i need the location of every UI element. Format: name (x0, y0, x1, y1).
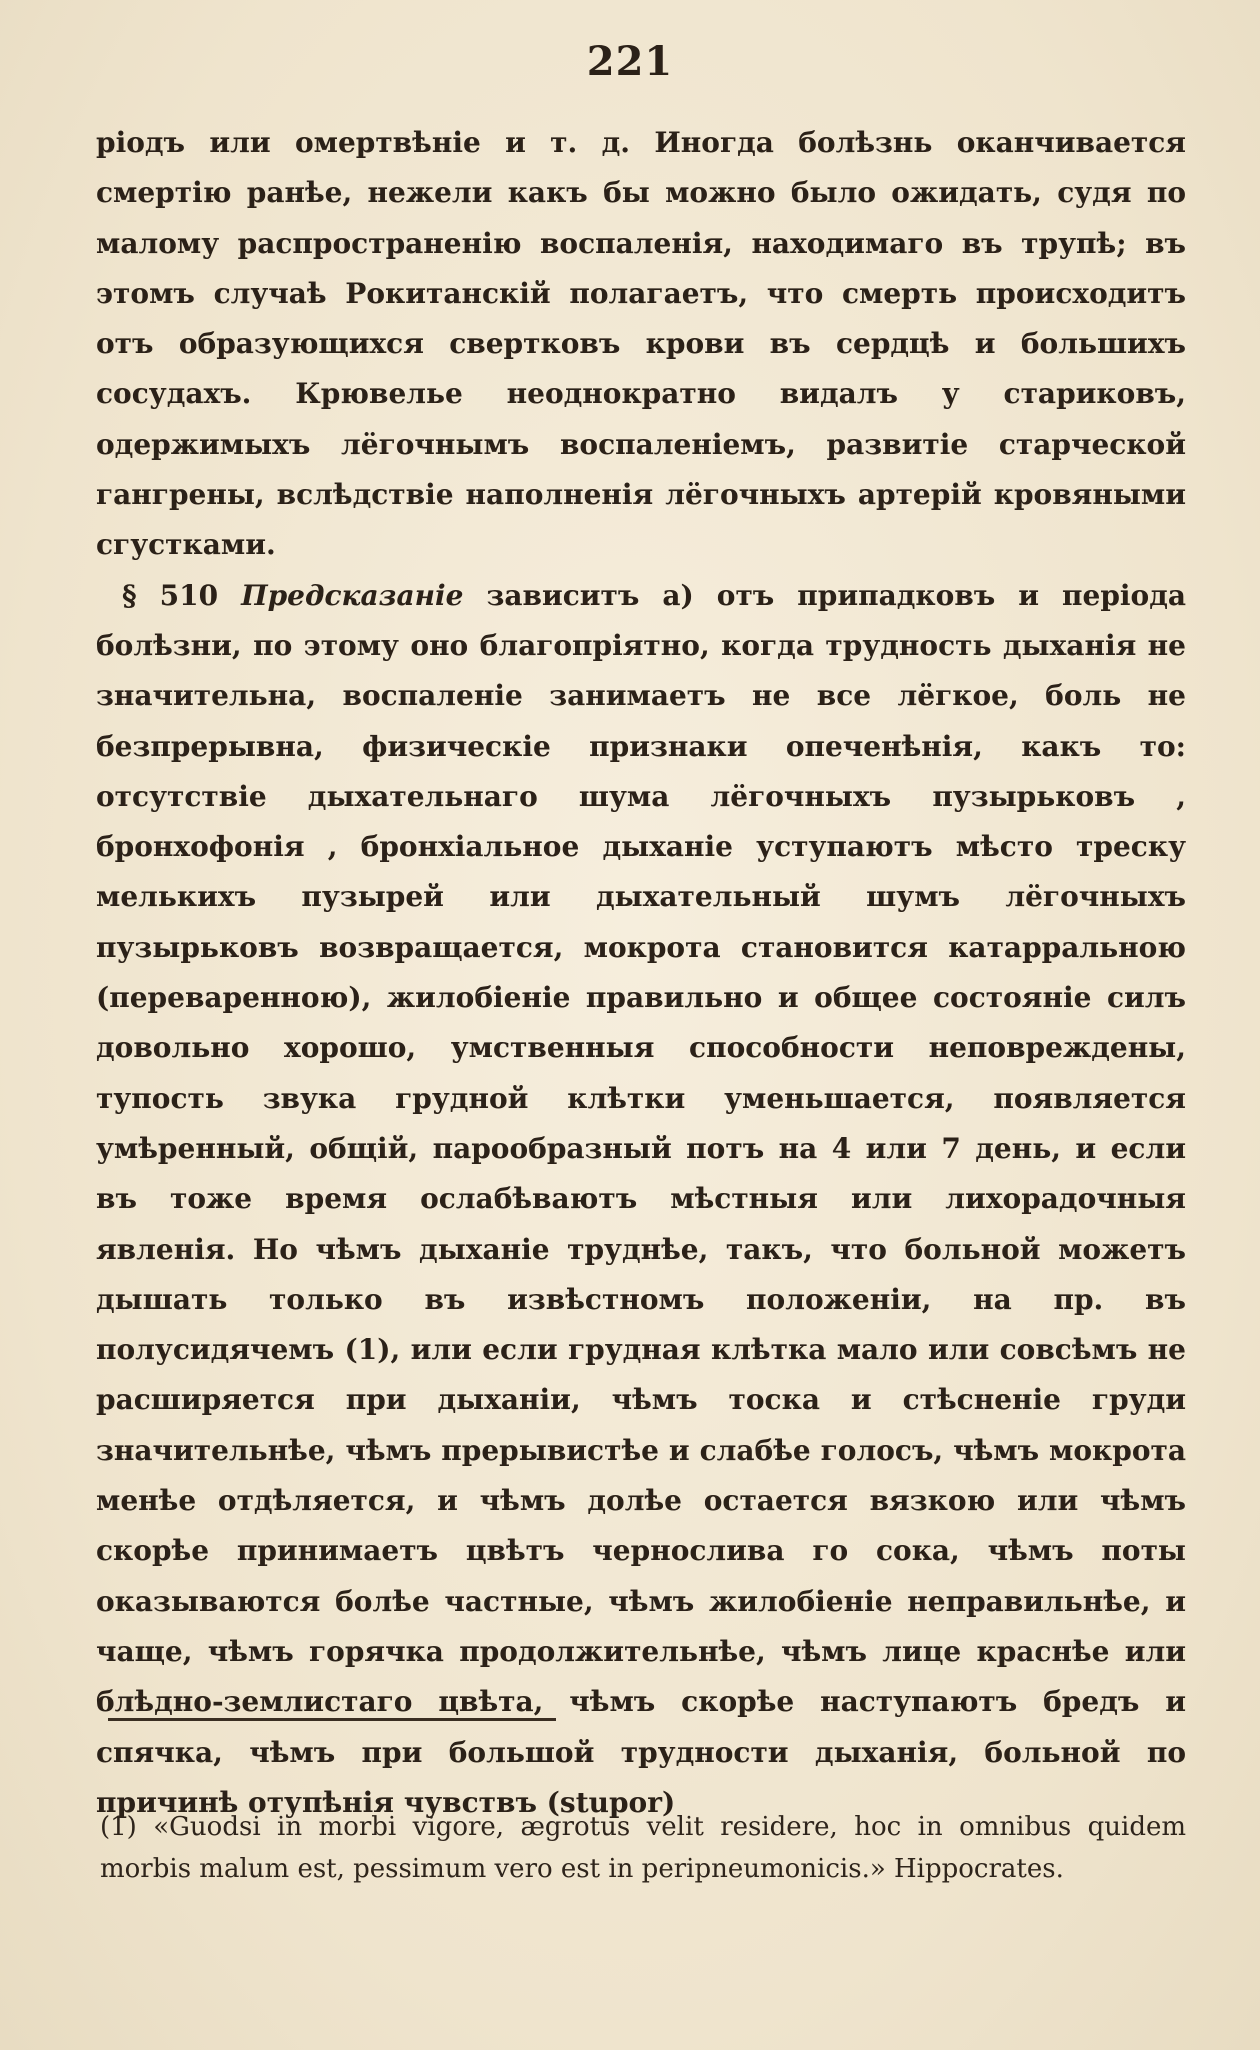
page-number: 221 (586, 38, 674, 85)
paragraph-section-510 (96, 571, 1186, 1828)
main-text (96, 118, 1186, 1828)
section-number: 510 (159, 578, 219, 612)
section-sign: § (122, 578, 137, 612)
section-text: зависитъ а) отъ припадковъ и періода болѣзни, по этому оно благопріятно, когда трудность дыханія не значительна, воспаленіе занимаетъ не все лёгкое, боль не безпрерывна, физическіе признаки опеченѣнія, какъ то: отсутствіе дыхательнаго шума лёгочныхъ пузырьковъ , бронхофонія , бронхіальное дыханіе уступаютъ мѣсто треску мелькихъ пузырей или дыхательный шумъ лёгочныхъ пузырьковъ возвращается, мокрота становится катарральною (переваренною), жилобіеніе правильно и общее состояніе силъ довольно хорошо, умственныя способности неповреждены, тупость звука грудной клѣтки уменьшается, появляется умѣренный, общій, парообразный потъ на 4 или 7 день, и если въ тоже время ослабѣваютъ мѣстныя или лихорадочныя явленія. Но чѣмъ дыханіе труднѣе, такъ, что больной можетъ дышать только въ извѣстномъ положеніи, на пр. въ полусидячемъ (1), или если грудная клѣтка мало или совсѣмъ не расширяется при дыханіи, чѣмъ тоска и стѣсненіе груди значительнѣе, чѣмъ прерывистѣе и слабѣе голосъ, чѣмъ мокрота менѣе отдѣляется, и чѣмъ долѣе остается вязкою или чѣмъ скорѣе принимаетъ цвѣтъ чернослива го сока, чѣмъ поты оказываются болѣе частные, чѣмъ жилобіеніе неправильнѣе, и чаще, чѣмъ горячка продолжительнѣе, чѣмъ лице краснѣе или блѣдно-землистаго цвѣта, чѣмъ скорѣе наступаютъ бредъ и спячка, чѣмъ при большой трудности дыханія, больной по причинѣ отупѣнія чувствъ (stupor) (96, 578, 1187, 1819)
footnote: (1) «Guodsi in morbi vigore, ægrotus velit residere, hoc in omnibus quidem morbis malum est, pessimum vero est in peripneumonicis.» Hippocrates. (100, 1812, 1186, 1884)
paragraph-continuation: ріодъ или омертвѣніе и т. д. Иногда болѣзнь оканчивается смертію ранѣе, нежели какъ бы можно было ожидать, судя по малому распространенію воспаленія, находимаго въ трупѣ; въ этомъ случаѣ Рокитанскій полагаетъ, что смерть происходитъ отъ образующихся свертковъ крови въ сердцѣ и большихъ сосудахъ. Крювелье неоднократно видалъ у стариковъ, одержимыхъ лёгочнымъ воспаленіемъ, развитіе старческой гангрены, вслѣдствіе наполненія лёгочныхъ артерій кровяными сгустками. (96, 126, 1186, 562)
footnote-divider (108, 1718, 556, 1721)
section-term: Предсказаніе (241, 578, 464, 612)
